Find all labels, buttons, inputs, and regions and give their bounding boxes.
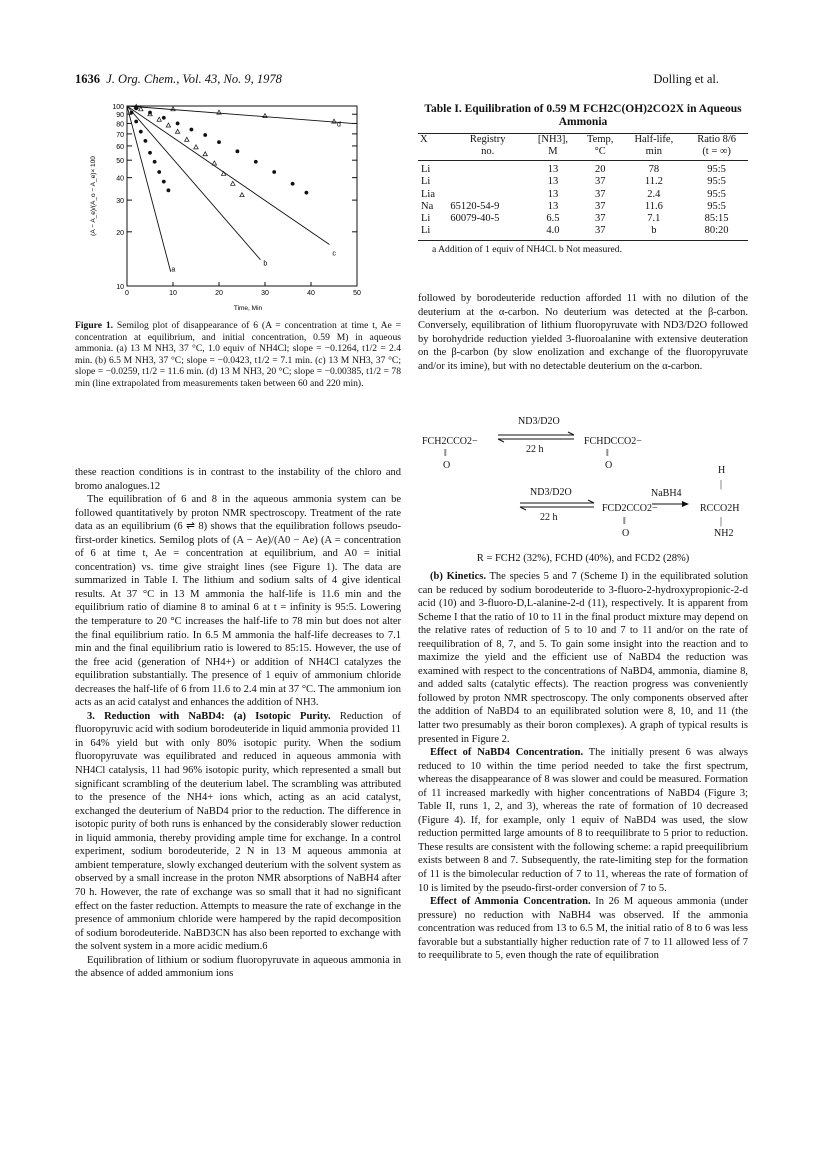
table-cell: 11.6 (644, 200, 663, 212)
table-cell (447, 161, 528, 177)
data-point (148, 111, 152, 115)
reagent-label: NaBH4 (651, 488, 682, 499)
y-tick-label: 60 (116, 143, 124, 151)
data-point (185, 137, 189, 141)
intermediate-formula: FCD2CCO2− (602, 503, 658, 514)
table-cell: 95:5 (707, 200, 726, 212)
table-row (418, 201, 748, 213)
reaction-arrow (650, 499, 692, 509)
data-point (236, 149, 240, 153)
table-cell: Li (421, 176, 431, 188)
x-tick-label: 10 (169, 290, 177, 297)
right-column (418, 292, 748, 373)
journal-citation: J. Org. Chem., Vol. 43, No. 9, 1978 (106, 72, 282, 86)
y-tick-label: 10 (116, 284, 124, 291)
oxygen-label: O (443, 460, 451, 471)
series-label: a (171, 266, 176, 274)
time-label: 22 h (526, 444, 544, 455)
table-footnote: a Addition of 1 equiv of NH4Cl. b Not measured. (432, 243, 622, 255)
table-cell: 37 (578, 225, 623, 240)
product-formula: RCCO2H (700, 503, 740, 514)
table-cell: b (622, 225, 685, 240)
table-cell: 13 (547, 200, 559, 212)
y-tick-label: 20 (116, 229, 124, 237)
semilog-chart (75, 98, 401, 320)
fit-line (127, 106, 329, 245)
data-point (166, 123, 170, 127)
table-body (418, 161, 748, 241)
paragraph: Equilibration of lithium or sodium fluoropyruvate in aqueous ammonia in the absence of added ammonium ions (75, 954, 401, 980)
page-header-authors: Dolling et al. (653, 72, 719, 86)
table-cell: Li (421, 213, 431, 225)
equilibration-table (418, 133, 748, 241)
data-point (190, 128, 194, 132)
data-point (203, 152, 207, 156)
y-tick-label: 80 (116, 121, 124, 129)
reagent-label: ND3/D2O (530, 487, 572, 498)
col-header (418, 146, 447, 161)
table-cell: 65120-54-9 (450, 200, 500, 212)
double-bond: ‖ (623, 516, 626, 527)
table-cell: Lia (421, 188, 435, 200)
x-tick-label: 0 (125, 290, 129, 297)
paragraph: The equilibration of 6 and 8 in the aqueous ammonia system can be followed quantitatively by proton NMR spectroscopy. Treatment of the rate data as an equilibrium (6 ⇌ 8) shows that the equilibration follows pseudo-first-order kinetics. Semilog plots of (A − Ae)/(A0 − Ae) (A = concentration of 6 at time t, Ae = concentration at equilibrium, and A0 = initial concentration) vs. time give straight lines (see Figure 1). The data are summarized in Table I. The lithium and sodium salts of 4 give identical results. At 37 °C in 13 M ammonia the half-life is 11.6 min and the equilibrium ratio of diamine 8 to aminal 6 at t = infinity is 95:5. Lowering the temperature to 20 °C increases the half-life to 78 min but does not alter the final equilibrium ratio. In 6.5 M ammonia the half-life decreases to 7.1 min and the final equilibrium ratio is lowered to 85:15. However, the use of the free acid (generation of NH4+) or addition of NH4Cl catalyzes the equilibration substantially. The presence of 1 equiv of ammonium chloride decreases the half-life of 6 from 11.6 to 2.4 min at 37 °C. The ammonium ion acts as an acid catalyst and enhances the addition of NH3. (75, 494, 401, 709)
data-point (162, 180, 166, 184)
data-point (176, 122, 180, 126)
data-point (144, 139, 148, 143)
x-tick-label: 50 (353, 290, 361, 297)
data-point (217, 140, 221, 144)
table-cell: 95:5 (707, 176, 726, 188)
paragraph (75, 710, 401, 954)
figure-1 (75, 98, 401, 320)
col-header: Temp, (578, 134, 623, 147)
y-axis-label: (A − A_e)/(A_o − A_e)× 100 (90, 156, 97, 236)
paragraph: followed by borodeuteride reduction afforded 11 with no dilution of the deuterium at the α-carbon. No deuterium was detected at the β-carbon. Conversely, equilibration of lithium fluoropyruvate with ND3/D2O followed by borohydride reduction yielded 3-fluoroalanine with extensive deuteration on the β-carbon (by slow enolization and exchange of the fluoropyruvate and/or its imine), but with no detectable deuterium on the α-carbon. (418, 293, 748, 372)
figure-caption-text: Semilog plot of disappearance of 6 (A = concentration at time t, Ae = concentration at equilibrium, and initial concentration, 0.59 M) in aqueous ammonia. (a) 13 M NH3, 37 °C, 1.0 equiv of NH4Cl; slope = −0.1264, t1/2 = 2.4 min. (b) 6.5 M NH3, 37 °C; slope = −0.0423, t1/2 = 7.1 min. (c) 13 M NH3, 37 °C; slope = −0.0259, t1/2 = 11.6 min. (d) 13 M NH3, 20 °C; slope = −0.00385, t1/2 = 78 min (line extrapolated from measurements taken between 60 and 220 min). (75, 320, 401, 389)
left-column (75, 466, 401, 981)
table-cell: 2.4 (647, 188, 661, 200)
table-cell: Li (421, 164, 431, 175)
paragraph (418, 570, 748, 746)
paragraph-text: In 26 M aqueous ammonia (under pressure) no reduction with NaBH4 was observed. If the ammonia concentration was reduced from 13 to 6.5 M, the initial ratio of 8 to 6 was less favorable but a substantially higher reduction rate of 7 to 11 allowed less of 7 to reequilibrate to 5, even though the rate of equilibration (418, 896, 749, 962)
reagent-label: ND3/D2O (518, 416, 560, 427)
data-point (212, 161, 216, 165)
table-cell: 60079-40-5 (450, 213, 500, 225)
paragraph (418, 895, 748, 963)
col-header: X (418, 134, 447, 147)
data-point (305, 191, 309, 195)
table-row (418, 176, 748, 188)
data-point (203, 133, 207, 137)
data-point (171, 107, 175, 111)
section-heading: Effect of Ammonia Concentration. (430, 896, 591, 908)
table-cell: 20 (594, 164, 606, 175)
table-cell: Li (418, 225, 447, 240)
table-cell: 37 (594, 200, 606, 212)
col-header: Registry (447, 134, 528, 147)
equilibrium-arrow (518, 499, 598, 511)
equilibrium-arrow (496, 431, 578, 443)
right-column-lower (418, 570, 748, 963)
table-cell: 13 (547, 164, 559, 175)
double-bond: ‖ (606, 448, 609, 459)
x-tick-label: 40 (307, 290, 315, 297)
data-point (162, 116, 166, 120)
table-cell: 6.5 (546, 213, 560, 225)
col-header: no. (447, 146, 528, 161)
plot-frame (127, 106, 357, 286)
page-header-left (75, 72, 282, 87)
col-header: Half-life, (622, 134, 685, 147)
x-tick-label: 30 (261, 290, 269, 297)
y-tick-label: 90 (116, 112, 124, 120)
series-label: c (332, 250, 336, 258)
table-cell: 85:15 (704, 213, 729, 225)
x-axis-label: Time, Min (233, 305, 263, 312)
data-point (194, 145, 198, 149)
table-row (418, 189, 748, 201)
data-point (157, 117, 161, 121)
col-header: min (622, 146, 685, 161)
table-cell: 37 (594, 176, 606, 188)
table-row (418, 161, 748, 177)
table-cell: 13 (547, 188, 559, 200)
col-header: (t = ∞) (685, 146, 748, 161)
table-row (418, 213, 748, 225)
table-cell: 78 (648, 164, 660, 175)
paragraph-text: Reduction of fluoropyruvic acid with sodium borodeuteride in liquid ammonia provided 11 in 64% yield but with only 80% isotopic purity. When the sodium fluoropyruvate was equilibrated and reduced in aqueous ammonia with NH4Cl catalysis, 11 had 96% isotopic purity, which represented a small but significant scrambling of the deuterium label. The scrambling was attributed to the presence of the NH4+ ions which, acting as an acid catalyst, exchanged the deuterium of NaBD4 prior to the reduction. The difference in isotopic purity of both runs is enhanced by the considerably slower reduction in liquid ammonia, thereby providing ample time for exchange. In a control experiment, sodium borodeuteride, 2 N in 13 M aqueous ammonia at ambient temperature, slowly exchanged deuterium with the solvent system as observed by a small increase in the proton NMR absorptions of NaBH4 after 70 h. However, the rate of exchange was so small that it had no significant effect on the faster reduction. Attempts to measure the rate of exchange in the presence of ammonium chloride were hampered by the rapid decomposition of sodium borodeuteride. NaBD3CN has also been reported to exchange with the solvent system in a more acidic medium.6 (75, 710, 401, 953)
section-heading: 3. Reduction with NaBD4: (a) Isotopic Purity. (87, 710, 331, 722)
figure-caption (75, 320, 401, 390)
data-point (157, 170, 161, 174)
double-bond: ‖ (444, 448, 447, 459)
table-cell: 37 (594, 213, 606, 225)
y-tick-label: 40 (116, 175, 124, 183)
paragraph (418, 746, 748, 895)
data-point (231, 181, 235, 185)
data-point (272, 170, 276, 174)
data-point (291, 182, 295, 186)
section-heading: (b) Kinetics. (430, 571, 486, 582)
paragraph-text: The species 5 and 7 (Scheme I) in the equilibrated solution can be reduced by sodium borodeuteride to 3-fluoro-2-hydroxypropionic-2-d acid (10) and 3-fluoro-D,L-alanine-2-d (11), respectively. It is apparent from Scheme I that the ratio of 10 to 11 in the final product mixture may depend on the relative rates of reduction of 5 to 10 and 7 to 11 and/or on the rate of reequilibration of 8, 7, and 5. To gain some insight into the reaction and to maximize the yield and the efficient use of NaBD4 the reduction was examined with respect to the concentrations of NaBD4, ammonia, diamine 8, and added salts (catalytic effects). The reaction progress was conveniently followed by proton NMR spectroscopy. The only components observed after the addition of NaBD4 to an equilibrated solution were 8, 10, and 11 (the latter two presumably as their boron complexes). A graph of typical results is presented in Figure 2. (418, 571, 748, 745)
table-1 (418, 103, 748, 255)
data-point (332, 119, 336, 123)
paragraph-text: The initially present 6 was always reduced to 10 within the time period needed to take the first spectrum, whereas the disappearance of 8 was slower and could be measured. Formation of 11 increased markedly with higher concentrations of NaBD4 (Figure 3; Table II, runs 1, 2, and 3), whereas the rate of formation of 10 decreased (Figure 4). If, for example, only 1 equiv of NaBD4 was used, the slow reduction permitted large amounts of 8 to reequilibrate to 5 prior to reduction. These results are consistent with the following scheme: a rapid preequilibrium exists between 8 and 7. Subsequently, the rate-limiting step for the formation of 11 is the bimolecular reduction of 7 to 11, whereas the rate of formation of 10 is limited by the pseudo-first-order conversion of 7 to 5. (418, 747, 748, 894)
col-header: °C (578, 146, 623, 161)
figure-label: Figure 1. (75, 320, 114, 331)
table-cell: 7.1 (647, 213, 661, 225)
table-cell: 95:5 (707, 188, 726, 200)
scheme-caption: R = FCH2 (32%), FCHD (40%), and FCD2 (28%) (476, 553, 690, 564)
data-point (153, 160, 157, 164)
page-number: 1636 (75, 72, 100, 86)
col-header: Ratio 8/6 (685, 134, 748, 147)
time-label: 22 h (540, 512, 558, 523)
data-point (148, 151, 152, 155)
single-bond: | (720, 479, 723, 490)
table-cell: 13 (547, 176, 559, 188)
y-tick-label: 100 (112, 104, 124, 111)
y-tick-label: 70 (116, 131, 124, 139)
series-label: d (337, 121, 341, 129)
data-point (175, 129, 179, 133)
paragraph: these reaction conditions is in contrast to the instability of the chloro and bromo analogues.12 (75, 467, 401, 492)
hydrogen-label: H (718, 465, 726, 476)
col-header: M (528, 146, 578, 161)
y-tick-label: 30 (116, 198, 124, 206)
table-cell: 11.2 (644, 176, 663, 188)
table-cell (447, 225, 528, 240)
table-cell: 37 (594, 188, 606, 200)
data-point (167, 188, 171, 192)
data-point (139, 130, 143, 134)
data-point (240, 193, 244, 197)
table-cell: Na (421, 200, 434, 212)
table-cell: 80:20 (685, 225, 748, 240)
y-tick-label: 50 (116, 158, 124, 166)
reaction-scheme (418, 415, 748, 553)
table-cell (447, 176, 528, 188)
table-cell (447, 189, 528, 201)
data-point (134, 120, 138, 124)
col-header: [NH3], (528, 134, 578, 147)
table-cell: 95:5 (707, 164, 726, 175)
table-row (418, 225, 748, 240)
section-heading: Effect of NaBD4 Concentration. (430, 747, 584, 759)
reactant-formula: FCH2CCO2− (422, 436, 478, 447)
data-point (130, 111, 134, 115)
product-formula: FCHDCCO2− (584, 436, 642, 447)
table-title: Table I. Equilibration of 0.59 M FCH2C(OH)2CO2X in Aqueous Ammonia (424, 103, 742, 128)
x-tick-label: 20 (215, 290, 223, 297)
oxygen-label: O (622, 528, 630, 539)
series-label: b (263, 260, 268, 268)
oxygen-label: O (605, 460, 613, 471)
amine-label: NH2 (714, 528, 734, 539)
data-point (254, 160, 258, 164)
single-bond: | (720, 516, 723, 527)
table-cell: 4.0 (528, 225, 578, 240)
